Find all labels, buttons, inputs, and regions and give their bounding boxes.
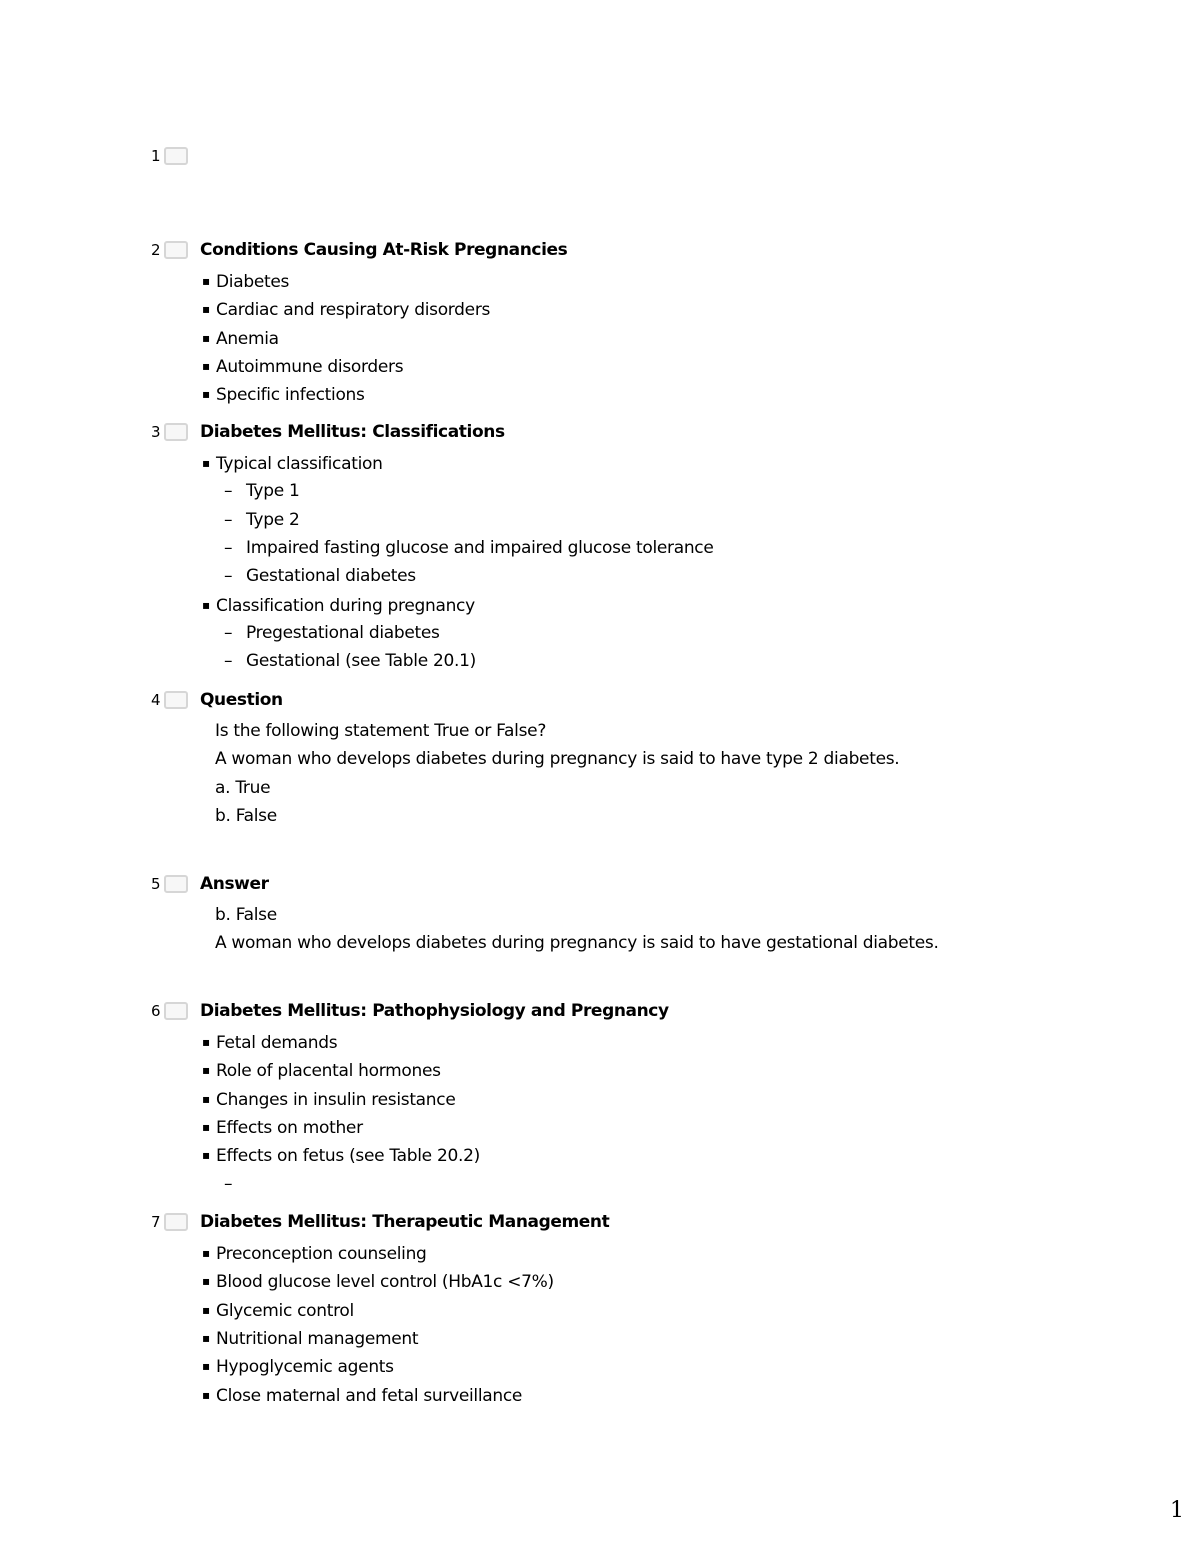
line-text: Nutritional management <box>216 1329 419 1349</box>
slide-title: Diabetes Mellitus: Therapeutic Management <box>200 1212 610 1232</box>
sub-bullet-item <box>224 622 440 644</box>
bullet-marker: ▪ <box>202 456 210 470</box>
slide-number: 5 <box>151 875 161 893</box>
sub-bullet-item <box>224 650 476 672</box>
line-text: a. True <box>215 778 271 798</box>
bullet-item <box>202 594 475 617</box>
line-text: b. False <box>215 806 277 826</box>
bullet-marker: ▪ <box>202 1388 210 1402</box>
bullet-marker: ▪ <box>202 1331 210 1345</box>
bullet-item <box>202 383 365 406</box>
bullet-item <box>202 1088 455 1111</box>
text-line <box>215 805 277 827</box>
dash-marker: – <box>224 623 233 643</box>
dash-marker: – <box>224 481 233 501</box>
slide-number: 4 <box>151 691 161 709</box>
bullet-marker: ▪ <box>202 1092 210 1106</box>
line-text: Specific infections <box>216 385 365 405</box>
line-text: Hypoglycemic agents <box>216 1357 394 1377</box>
bullet-item <box>202 327 279 350</box>
line-text: A woman who develops diabetes during pregnancy is said to have gestational diabetes. <box>215 933 939 953</box>
line-text: Preconception counseling <box>216 1244 427 1264</box>
bullet-item <box>202 452 383 475</box>
sub-bullet-item <box>224 1173 246 1195</box>
slide-number: 2 <box>151 241 161 259</box>
bullet-item <box>202 355 403 378</box>
bullet-marker: ▪ <box>202 1035 210 1049</box>
slide-number: 7 <box>151 1213 161 1231</box>
line-text: Close maternal and fetal surveillance <box>216 1386 523 1406</box>
slide-thumbnail[interactable] <box>164 1002 188 1020</box>
bullet-marker: ▪ <box>202 1359 210 1373</box>
line-text: Anemia <box>216 329 279 349</box>
line-text: Autoimmune disorders <box>216 357 404 377</box>
text-line <box>215 904 277 926</box>
bullet-item <box>202 1059 441 1082</box>
slide-title: Diabetes Mellitus: Pathophysiology and Pregnancy <box>200 1001 669 1021</box>
slide-thumbnail[interactable] <box>164 875 188 893</box>
bullet-item <box>202 1242 427 1265</box>
dash-marker: – <box>224 566 233 586</box>
line-text: Gestational diabetes <box>246 566 416 586</box>
bullet-marker: ▪ <box>202 1274 210 1288</box>
bullet-marker: ▪ <box>202 1148 210 1162</box>
slide-title: Answer <box>200 874 269 894</box>
text-line <box>215 748 899 770</box>
page-number: 1 <box>1170 1498 1184 1523</box>
line-text: Type 2 <box>246 510 300 530</box>
line-text: Diabetes <box>216 272 290 292</box>
slide-thumbnail[interactable] <box>164 241 188 259</box>
line-text: Cardiac and respiratory disorders <box>216 300 491 320</box>
bullet-marker: ▪ <box>202 387 210 401</box>
bullet-item <box>202 1355 394 1378</box>
bullet-item <box>202 298 490 321</box>
bullet-marker: ▪ <box>202 302 210 316</box>
bullet-marker: ▪ <box>202 274 210 288</box>
line-text: Blood glucose level control (HbA1c <7%) <box>216 1272 554 1292</box>
sub-bullet-item <box>224 480 299 502</box>
line-text: Role of placental hormones <box>216 1061 441 1081</box>
sub-bullet-item <box>224 537 714 559</box>
line-text: Is the following statement True or False? <box>215 721 547 741</box>
line-text: Gestational (see Table 20.1) <box>246 651 476 671</box>
bullet-marker: ▪ <box>202 1120 210 1134</box>
line-text: Classification during pregnancy <box>216 596 475 616</box>
line-text: b. False <box>215 905 277 925</box>
line-text: Pregestational diabetes <box>246 623 440 643</box>
bullet-marker: ▪ <box>202 1303 210 1317</box>
slide-number: 3 <box>151 423 161 441</box>
line-text: Changes in insulin resistance <box>216 1090 456 1110</box>
slide-title: Question <box>200 690 283 710</box>
slide-thumbnail[interactable] <box>164 1213 188 1231</box>
line-text: A woman who develops diabetes during pregnancy is said to have type 2 diabetes. <box>215 749 900 769</box>
slide-title: Diabetes Mellitus: Classifications <box>200 422 505 442</box>
slide-thumbnail[interactable] <box>164 691 188 709</box>
bullet-item <box>202 1384 522 1407</box>
line-text: Impaired fasting glucose and impaired glucose tolerance <box>246 538 714 558</box>
bullet-marker: ▪ <box>202 1063 210 1077</box>
line-text: Glycemic control <box>216 1301 354 1321</box>
line-text: Type 1 <box>246 481 300 501</box>
line-text: Effects on fetus (see Table 20.2) <box>216 1146 480 1166</box>
bullet-marker: ▪ <box>202 331 210 345</box>
bullet-item <box>202 1327 418 1350</box>
dash-marker: – <box>224 510 233 530</box>
slide-title: Conditions Causing At-Risk Pregnancies <box>200 240 568 260</box>
slide-thumbnail[interactable] <box>164 423 188 441</box>
slide-number: 6 <box>151 1002 161 1020</box>
sub-bullet-item <box>224 565 416 587</box>
line-text: Effects on mother <box>216 1118 363 1138</box>
text-line <box>215 932 939 954</box>
bullet-marker: ▪ <box>202 1246 210 1260</box>
bullet-marker: ▪ <box>202 359 210 373</box>
text-line <box>215 777 270 799</box>
slide-thumbnail[interactable] <box>164 147 188 165</box>
dash-marker: – <box>224 538 233 558</box>
slide-number: 1 <box>151 147 161 165</box>
bullet-marker: ▪ <box>202 598 210 612</box>
bullet-item <box>202 1031 337 1054</box>
text-line <box>215 720 546 742</box>
dash-marker: – <box>224 651 233 671</box>
line-text: Fetal demands <box>216 1033 338 1053</box>
bullet-item <box>202 1144 480 1167</box>
line-text: Typical classification <box>216 454 383 474</box>
bullet-item <box>202 1116 363 1139</box>
bullet-item <box>202 270 289 293</box>
sub-bullet-item <box>224 509 299 531</box>
dash-marker: – <box>224 1174 233 1194</box>
bullet-item <box>202 1270 554 1293</box>
bullet-item <box>202 1299 354 1322</box>
